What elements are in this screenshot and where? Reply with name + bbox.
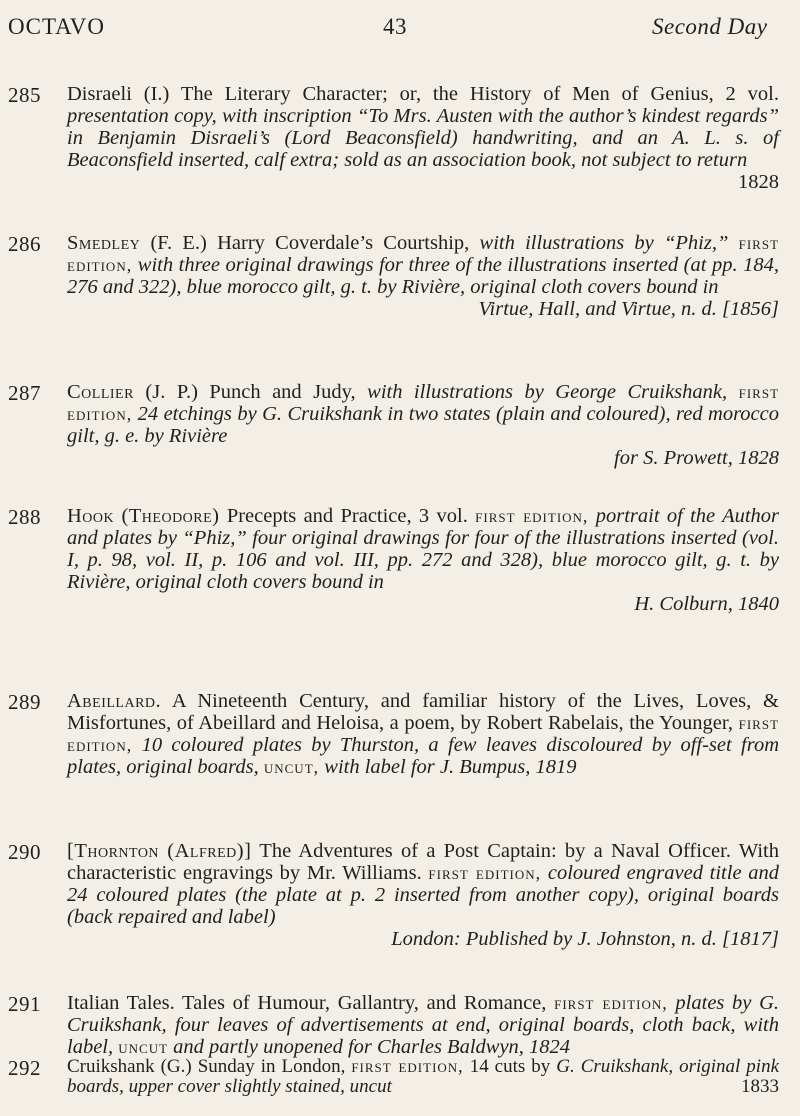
- lot-author: Abeillard.: [67, 690, 162, 712]
- first-edition-label: first edition,: [67, 713, 780, 755]
- lot-imprint: London: Published by J. Johnston, n. d. [1817]: [391, 928, 779, 950]
- lot-title: Precepts and Practice, 3 vol.: [226, 505, 468, 527]
- lot-imprint: for S. Prowett, 1828: [614, 447, 779, 469]
- lot-details-cont: with three original drawings for three of the illustrations inserted (at pp. 184, 276 and 322), blue morocco gilt, g. t. by Rivière, original cloth covers bound in: [67, 254, 780, 298]
- uncut-label: uncut: [118, 1037, 169, 1057]
- lot-imprint: for Charles Baldwyn, 1824: [347, 1036, 571, 1058]
- lot-imprint: Virtue, Hall, and Virtue, n. d. [1856]: [478, 298, 779, 320]
- first-edition-label: first edition,: [554, 993, 668, 1013]
- format-label: OCTAVO: [8, 14, 106, 39]
- lot-number: 289: [8, 690, 41, 714]
- page-number: 43: [383, 14, 407, 39]
- lot-description: [67, 505, 779, 615]
- lot-number: 291: [8, 992, 41, 1016]
- lot-details-cont: with label: [324, 756, 406, 778]
- lot-date: 1828: [738, 171, 779, 193]
- lot-number: 286: [8, 232, 41, 256]
- lot-title: Italian Tales. Tales of Humour, Gallantry, and Romance,: [67, 992, 547, 1014]
- lot-number: 290: [8, 840, 41, 864]
- lot-author: [Thornton: [67, 840, 160, 862]
- lot-details: with illustrations by “Phiz,”: [479, 232, 729, 254]
- lot-title: Cruikshank (G.) Sunday in London,: [67, 1056, 346, 1077]
- lot-details: portrait of the Author and plates by “Phiz,” four original drawings for four of the illustrations inserted (vol. I, p. 98, vol. II, p. 106 and vol. III, pp. 272 and 328), blue morocco gilt, g. t. by Rivière, original cloth covers bound in: [67, 505, 780, 593]
- lot-author: Hook: [67, 505, 115, 527]
- page-header: [0, 14, 800, 54]
- lot-title: The Literary Character; or, the History of Men of Genius, 2 vol.: [180, 83, 779, 105]
- lot-imprint: H. Colburn, 1840: [634, 593, 779, 615]
- lot-description: [67, 232, 779, 320]
- lot-number: 288: [8, 505, 41, 529]
- lot-description: [67, 690, 779, 778]
- lot-details-cont: 24 etchings by G. Cruikshank in two states (plain and coloured), red morocco gilt, g. e. by Rivière: [67, 403, 779, 447]
- lot-description: [67, 381, 779, 469]
- lot-title: (F. E.) Harry Coverdale’s Courtship,: [150, 232, 470, 254]
- lot-title-cont: 14 cuts by: [469, 1056, 551, 1077]
- lot-description: [67, 840, 779, 950]
- lot-details: presentation copy, with inscription “To Mrs. Austen with the author’s kindest regards” in Benjamin Disraeli’s (Lord Beaconsfield) handwriting, and an A. L. s. of Beaconsfield inserted, calf extra; sold as an association book, not subject to return: [67, 105, 779, 171]
- lot-author: Disraeli (I.): [67, 83, 170, 105]
- lot-description: [67, 1056, 779, 1097]
- lot-author-given: (Theodore): [121, 505, 220, 527]
- lot-description: [67, 83, 779, 193]
- lot-number: 292: [8, 1056, 41, 1080]
- uncut-label: uncut,: [263, 757, 320, 777]
- lot-title: A Nineteenth Century, and familiar history of the Lives, Loves, & Misfortunes, of Abeillard and Heloisa, a poem, by Robert Rabelais, the Younger,: [67, 690, 779, 734]
- lot-author-given: (Alfred)]: [167, 840, 252, 862]
- lot-imprint: for J. Bumpus, 1819: [410, 756, 577, 778]
- lot-title: (J. P.) Punch and Judy,: [145, 381, 356, 403]
- lot-details: G. Cruikshank, original pink boards, upper cover slightly stained, uncut: [67, 1056, 780, 1097]
- lot-author: Smedley: [67, 232, 141, 254]
- first-edition-label: first edition,: [351, 1056, 464, 1076]
- first-edition-label: first edition,: [428, 863, 542, 883]
- lot-details: 10 coloured plates by Thurston, a few leaves discoloured by off-set from plates, original boards,: [67, 734, 780, 778]
- sale-day-label: Second Day: [652, 14, 768, 39]
- lot-details: with illustrations by George Cruikshank,: [367, 381, 728, 403]
- lot-number: 287: [8, 381, 41, 405]
- first-edition-label: first edition,: [67, 382, 780, 424]
- lot-date: 1833: [741, 1076, 779, 1097]
- first-edition-label: first edition,: [475, 506, 589, 526]
- lot-details: coloured engraved title and 24 coloured plates (the plate at p. 2 inserted from another copy), original boards (back repaired and label): [67, 862, 780, 928]
- lot-details-cont: and partly unopened: [173, 1036, 343, 1058]
- lot-title: The Adventures of a Post Captain: by a Naval Officer. With characteristic engravings by Mr. Williams.: [67, 840, 780, 884]
- lot-details: plates by G. Cruikshank, four leaves of advertisements at end, original boards, cloth back, with label,: [67, 992, 780, 1058]
- lot-description: [67, 992, 779, 1058]
- lot-number: 285: [8, 83, 41, 107]
- first-edition-label: first edition,: [67, 233, 780, 275]
- lot-author: Collier: [67, 381, 134, 403]
